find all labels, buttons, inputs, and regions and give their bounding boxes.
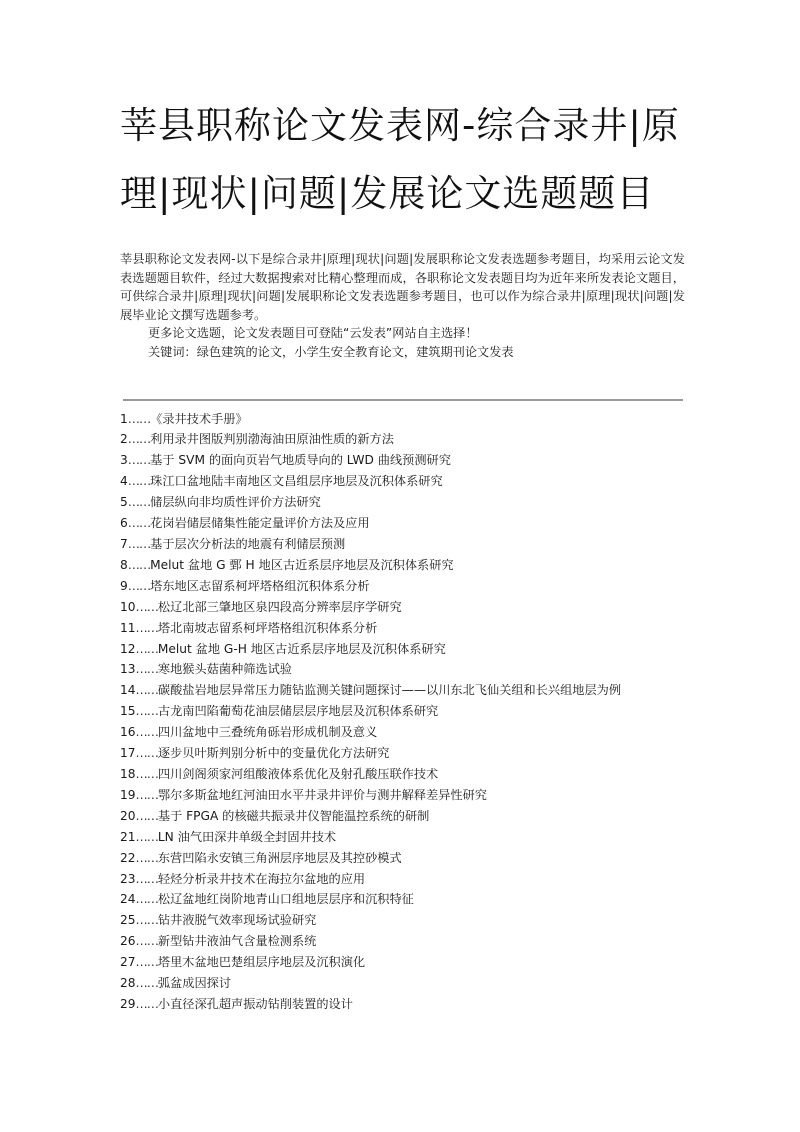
topic-number: 17 <box>120 746 136 761</box>
dot-leader: …… <box>135 662 158 677</box>
dot-leader: …… <box>127 537 151 551</box>
dot-leader: …… <box>135 829 158 844</box>
dot-leader: …… <box>135 976 158 991</box>
topic-title: 逐步贝叶斯判别分析中的变量优化方法研究 <box>157 746 390 761</box>
topic-title: 松辽盆地红岗阶地青山口组地层层序和沉积特征 <box>157 892 414 907</box>
dot-leader: …… <box>127 432 151 447</box>
topic-title: LN 油气田深井单级全封固井技术 <box>157 829 337 844</box>
more-topics-note: 更多论文选题，论文发表题目可登陆“云发表”网站自主选择！ <box>148 326 478 341</box>
topic-title: Melut 盆地 G-H 地区古近系层序地层及沉积体系研究 <box>157 641 446 656</box>
topic-list-item <box>120 931 685 952</box>
topic-list-item <box>120 869 685 890</box>
topic-list-item <box>120 806 685 827</box>
topic-number: 26 <box>120 934 136 949</box>
dot-leader: …… <box>135 683 158 698</box>
dot-leader: …… <box>127 516 151 531</box>
topic-list-item <box>120 722 685 743</box>
topic-number: 8 <box>120 557 128 572</box>
topic-number: 22 <box>120 850 136 865</box>
topic-title: 新型钻井液油气含量检测系统 <box>157 934 317 949</box>
dot-leader: …… <box>135 725 158 740</box>
topic-list-item <box>120 994 685 1015</box>
topic-title: 小直径深孔超声振动钻削装置的设计 <box>157 996 353 1011</box>
dot-leader: …… <box>135 808 158 823</box>
topic-list-item <box>120 534 685 555</box>
dot-leader: …… <box>127 495 151 510</box>
topic-list-item <box>120 785 685 806</box>
dot-leader: …… <box>135 787 158 802</box>
dot-leader: …… <box>127 578 151 593</box>
dot-leader: …… <box>127 557 151 572</box>
topic-title: 轻烃分析录井技术在海拉尔盆地的应用 <box>157 871 366 886</box>
topic-list-item <box>120 639 685 660</box>
dot-leader: …… <box>135 850 158 865</box>
dot-leader: …… <box>127 474 151 489</box>
document-title: 莘县职称论文发表网-综合录井|原理|现状|问题|发展论文选题题目 <box>120 104 680 215</box>
topic-number: 2 <box>120 432 128 447</box>
topic-title: 东营凹陷永安镇三角洲层序地层及其控砂模式 <box>157 850 402 865</box>
topic-title: Melut 盆地 G 鄄 H 地区古近系层序地层及沉积体系研究 <box>150 557 454 572</box>
topic-list-item <box>120 597 685 618</box>
topic-list-item <box>120 659 685 680</box>
dot-leader: …… <box>135 913 158 928</box>
topic-list-item <box>120 618 685 639</box>
topic-number: 25 <box>120 913 136 928</box>
topic-number: 23 <box>120 871 136 886</box>
topic-title: 基于 FPGA 的核磁共振录井仪智能温控系统的研制 <box>157 808 430 823</box>
topic-title: 古龙南凹陷葡萄花油层储层层序地层及沉积体系研究 <box>157 704 439 719</box>
topic-number: 12 <box>120 641 136 656</box>
topic-list-item <box>120 848 685 869</box>
topic-number: 13 <box>120 662 136 677</box>
topic-number: 16 <box>120 725 136 740</box>
topic-title: 碳酸盐岩地层异常压力随钻监测关键问题探讨——以川东北飞仙关组和长兴组地层为例 <box>157 683 622 698</box>
dot-leader: …… <box>135 934 158 949</box>
topic-number: 29 <box>120 996 136 1011</box>
topic-list-item <box>120 701 685 722</box>
topic-list-item <box>120 409 685 430</box>
topic-list-item <box>120 910 685 931</box>
topic-number: 15 <box>120 704 136 719</box>
dot-leader: …… <box>135 746 158 761</box>
section-divider <box>123 399 683 401</box>
topic-title: 四川盆地中三叠统角砾岩形成机制及意义 <box>157 725 378 740</box>
topic-number: 3 <box>120 453 128 468</box>
dot-leader: …… <box>135 892 158 907</box>
dot-leader: …… <box>135 704 158 719</box>
topic-title: 花岗岩储层储集性能定量评价方法及应用 <box>150 516 370 531</box>
topic-list-item <box>120 555 685 576</box>
topic-list-item <box>120 827 685 848</box>
dot-leader: …… <box>127 411 151 426</box>
dot-leader: …… <box>135 641 158 656</box>
topic-title: 寒地猴头菇菌种筛选试验 <box>157 662 292 677</box>
dot-leader: …… <box>135 766 158 781</box>
topic-number: 10 <box>120 599 136 614</box>
topic-list-item <box>120 471 685 492</box>
topic-title: 钻井液脱气效率现场试验研究 <box>157 913 317 928</box>
topic-number: 9 <box>120 578 128 593</box>
topic-list-item <box>120 743 685 764</box>
topic-list-item <box>120 764 685 785</box>
topic-list-item <box>120 450 685 471</box>
topic-title: 《录井技术手册》 <box>150 411 248 426</box>
topic-number: 5 <box>120 495 128 510</box>
dot-leader: …… <box>127 453 151 468</box>
topic-number: 14 <box>120 683 136 698</box>
topic-number: 7 <box>120 537 128 551</box>
topic-title: 利用录井图版判别渤海油田原油性质的新方法 <box>150 432 394 447</box>
topic-title: 基于 SVM 的面向页岩气地质导向的 LWD 曲线预测研究 <box>150 453 451 468</box>
dot-leader: …… <box>135 620 158 635</box>
topic-list-item <box>120 492 685 513</box>
intro-paragraph: 莘县职称论文发表网-以下是综合录井|原理|现状|问题|发展职称论文发表选题参考题目，均采用云论文发表选题题目软件，经过大数据搜索对比精心整理而成，各职称论文发表题目均为近年来所发表论文题目，可供综合录井|原理|现状|问题|发展职称论文发表选题参考题目，也可以作为综合录井|原理|现状|问题|发展毕业论文撰写选题参考。 <box>120 252 685 322</box>
document-page <box>120 92 685 1015</box>
topic-number: 18 <box>120 766 136 781</box>
topic-number: 21 <box>120 829 136 844</box>
topic-title: 鄂尔多斯盆地红河油田水平井录井评价与测井解释差异性研究 <box>157 787 487 802</box>
topic-title: 塔东地区志留系柯坪塔格组沉积体系分析 <box>150 578 370 593</box>
dot-leader: …… <box>135 599 158 614</box>
keywords-line: 关键词：绿色建筑的论文，小学生安全教育论文，建筑期刊论文发表 <box>148 344 514 359</box>
topic-list-item <box>120 973 685 994</box>
topic-list <box>120 409 685 1015</box>
topic-number: 4 <box>120 474 128 489</box>
dot-leader: …… <box>135 955 158 970</box>
dot-leader: …… <box>135 871 158 886</box>
topic-title: 四川剑阁须家河组酸液体系优化及射孔酸压联作技术 <box>157 766 439 781</box>
topic-title: 储层纵向非均质性评价方法研究 <box>150 495 321 510</box>
topic-list-item <box>120 576 685 597</box>
topic-title: 塔北南坡志留系柯坪塔格组沉积体系分析 <box>157 620 378 635</box>
topic-number: 20 <box>120 808 136 823</box>
topic-title: 松辽北部三肇地区泉四段高分辨率层序学研究 <box>157 599 402 614</box>
topic-title: 塔里木盆地巴楚组层序地层及沉积演化 <box>157 955 366 970</box>
dot-leader: …… <box>135 996 158 1011</box>
topic-list-item <box>120 429 685 450</box>
topic-number: 24 <box>120 892 136 907</box>
topic-number: 1 <box>120 411 128 426</box>
topic-number: 28 <box>120 976 136 991</box>
intro-section <box>120 250 685 362</box>
topic-number: 11 <box>120 620 136 635</box>
topic-title: 珠江口盆地陆丰南地区文昌组层序地层及沉积体系研究 <box>150 474 443 489</box>
topic-number: 19 <box>120 787 136 802</box>
topic-list-item <box>120 513 685 534</box>
topic-number: 6 <box>120 516 128 531</box>
topic-title: 基于层次分析法的地震有利储层预测 <box>150 537 346 551</box>
topic-list-item <box>120 889 685 910</box>
topic-list-item <box>120 680 685 701</box>
topic-number: 27 <box>120 955 136 970</box>
topic-title: 弧盆成因探讨 <box>157 976 232 991</box>
topic-list-item <box>120 952 685 973</box>
